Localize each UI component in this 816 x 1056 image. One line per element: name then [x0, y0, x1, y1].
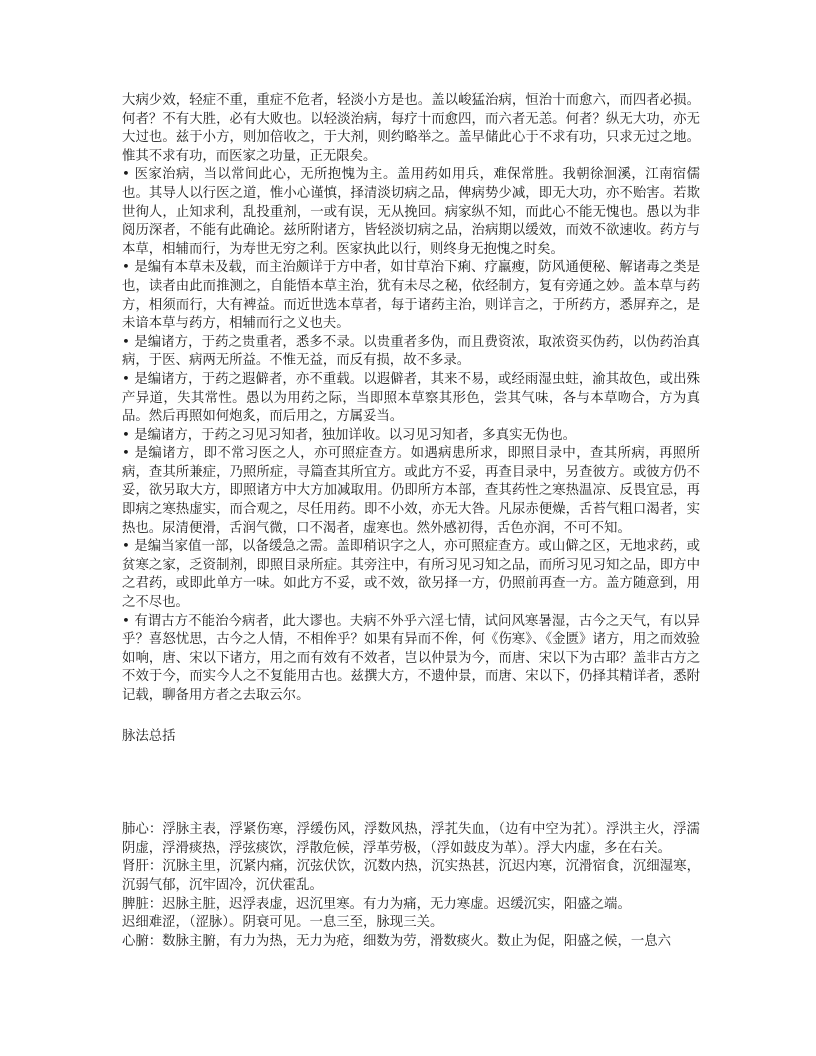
pulse-paragraph: 心腑：数脉主腑，有力为热，无力为疮，细数为劳，滑数痰火。数止为促，阳盛之候，一息六 [122, 933, 672, 949]
note-paragraph: • 是编当家值一部，以备缓急之需。盖即稍识字之人，亦可照症查方。或山僻之区，无地求药，或贫寒之家，乏资制剂，即照目录所症。其旁注中，有所习见习知之品，而所习见习知之品，即方中之君药，或即此单方一味。如此方不妥，或不效，欲另择一方，仍照前再查一方。盖方随意到，用之不尽也。 [122, 539, 700, 611]
note-paragraph: • 是编诸方，于药之习见习知者，独加详收。以习见习知者，多真实无伪也。 [122, 427, 577, 443]
note-paragraph: • 是编诸方，于药之遐僻者，亦不重载。以遐僻者，其来不易，或经雨湿虫蛀，渝其故色，或出殊产异道，失其常性。愚以为用药之际，当即照本草察其形色，尝其气味，各与本草吻合，方为真品。然后再照如何炮炙，而后用之，方属妥当。 [122, 371, 700, 425]
note-paragraph: • 医家治病，当以常间此心，无所抱愧为主。盖用药如用兵，难保常胜。我朝徐洄溪，江南宿儒也。其导人以行医之道，惟小心谨慎，择清淡切病之品，俾病势少减，即无大功，亦不贻害。若欺世徇人，止知求利，乱投重剂，一或有误，无从挽回。病家纵不知，而此心不能无愧也。愚以为非阅历深者，不能有此确论。兹所附诸方，皆轻淡切病之品，治病期以缓效，而效不欲速收。药方与本草，相辅而行，为寿世无穷之利。医家执此以行，则终身无抱愧之时矣。 [122, 167, 700, 257]
document-page [122, 92, 700, 951]
pulse-paragraph: 肺心：浮脉主表，浮紧伤寒，浮缓伤风，浮数风热，浮芤失血，（边有中空为芤）。浮洪主火，浮濡阴虚，浮滑痰热，浮弦痰饮，浮散危候，浮革劳极，（浮如鼓皮为革）。浮大内虚，多在右关。 [122, 822, 700, 856]
intro-paragraph: 大病少效，轻症不重，重症不危者，轻淡小方是也。盖以峻猛治病，恒治十而愈六，而四者必损。何者？不有大胜，必有大败也。以轻淡治病，每疗十而愈四，而六者无恙。何者？纵无大功，亦无大过也。兹于小方，则加倍收之，于大剂，则约略举之。盖早储此心于不求有功，只求无过之地。惟其不求有功，而医家之功量，正无限矣。 [122, 93, 700, 164]
pulse-paragraph: 脾脏：迟脉主脏，迟浮表虚，迟沉里寒。有力为痛，无力寒虚。迟缓沉实，阳盛之端。 [122, 896, 631, 912]
note-paragraph: • 是编诸方，于药之贵重者，悉多不录。以贵重者多伪，而且费资浓，取浓资买伪药，以伪药治真病，于医、病两无所益。不惟无益，而反有损，故不多录。 [122, 334, 700, 369]
pulse-paragraph: 迟细难涩，（涩脉）。阴衰可见。一息三至，脉现三关。 [122, 915, 444, 931]
note-paragraph: • 是编有本草未及载，而主治颇详于方中者，如甘草治下痢、疗羸瘦，防风通便秘、解诸毒之类是也，读者由此而推测之，自能悟本草主治，犹有未尽之秘，依经制方，复有旁通之妙。盖本草与药方，相须而行，大有裨益。而近世选本草者，每于诸药主治，则详言之，于所药方，悉屏弃之，是未谙本草与药方，相辅而行之义也夫。 [122, 260, 700, 332]
note-paragraph: • 是编诸方，即不常习医之人，亦可照症查方。如遇病患所求，即照目录中，查其所病，再照所病，查其所兼症，乃照所症，寻篇查其所宜方。或此方不妥，再查目录中，另查彼方。或彼方仍不妥，欲另取大方，即照诸方中大方加减取用。仍即所方本部，查其药性之寒热温凉、反畏宜忌，再即病之寒热虚实，而合观之，尽任用药。即不小效，亦无大咎。凡尿赤便燥，舌苔气粗口渴者，实热也。尿清便滑，舌润气微，口不渴者，虚寒也。然外感初得，舌色亦润，不可不知。 [122, 446, 700, 536]
note-paragraph: • 有谓古方不能治今病者，此大谬也。夫病不外乎六淫七情，试问风寒暑湿，古今之天气，有以异乎？喜怒忧思，古今之人情，不相侔乎？如果有异而不侔，何《伤寒》、《金匮》诸方，用之而效验如响，唐、宋以下诸方，用之而有效有不效者，岂以仲景为今，而唐、宋以下为古耶？盖非古方之不效于今，而实今人之不复能用古也。兹撰大方，不遗仲景，而唐、宋以下，仍择其精详者，悉附记载，聊备用方者之去取云尔。 [122, 613, 700, 703]
pulse-paragraph: 肾肝：沉脉主里，沉紧内痛，沉弦伏饮，沉数内热，沉实热甚，沉迟内寒，沉滑宿食，沉细湿寒，沉弱气郁，沉牢固冷，沉伏霍乱。 [122, 859, 700, 893]
section-spacer [122, 746, 700, 821]
section-title: 脉法总括 [122, 728, 176, 744]
